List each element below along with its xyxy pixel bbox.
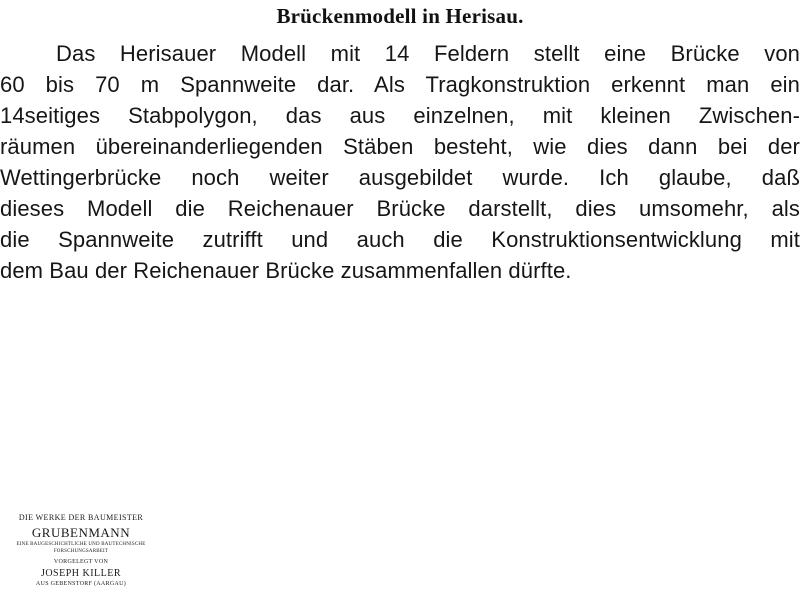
paragraph-line: räumen übereinanderliegenden Stäben besteht, wie dies dann bei der	[0, 134, 800, 159]
imprint-author: JOSEPH KILLER	[40, 568, 122, 579]
paragraph-line: Wettingerbrücke noch weiter ausgebildet wurde. Ich glaube, daß	[0, 165, 800, 190]
paragraph-line: 14seitiges Stabpolygon, das aus einzelnen, mit kleinen Zwischen-	[0, 103, 800, 128]
paragraph-line: 60 bis 70 m Spannweite dar. Als Tragkonstruktion erkennt man ein	[0, 72, 800, 97]
imprint-subtitle: FORSCHUNGSARBEIT	[53, 549, 109, 554]
paragraph-line: dieses Modell die Reichenauer Brücke darstellt, dies umsomehr, als	[0, 196, 800, 221]
body-paragraph	[0, 38, 800, 286]
imprint-block	[0, 512, 162, 589]
imprint-title: GRUBENMANN	[31, 525, 131, 540]
page-heading: Brückenmodell in Herisau.	[276, 4, 524, 28]
imprint-series: DIE WERKE DER BAUMEISTER	[18, 513, 144, 522]
imprint-subtitle: EINE BAUGESCHICHTLICHE UND BAUTECHNISCHE	[16, 542, 146, 547]
paragraph-line: dem Bau der Reichenauer Brücke zusammenfallen dürfte.	[0, 258, 572, 283]
imprint-presented-by: VORGELEGT VON	[53, 559, 109, 565]
imprint-origin: AUS GEBENSTORF (AARGAU)	[35, 581, 127, 587]
paragraph-line: Das Herisauer Modell mit 14 Feldern stellt eine Brücke von	[56, 41, 800, 66]
paragraph-line: die Spannweite zutrifft und auch die Konstruktionsentwicklung mit	[0, 227, 800, 252]
